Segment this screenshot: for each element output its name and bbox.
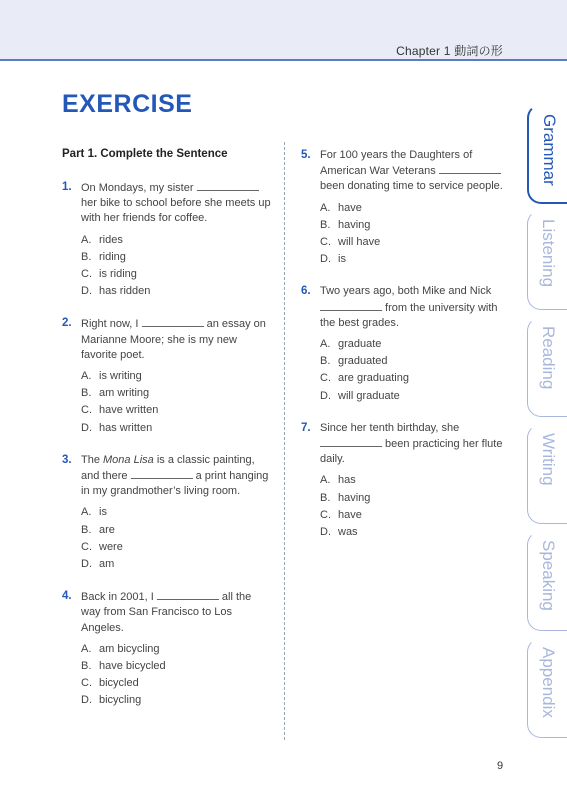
page-number: 9 — [497, 760, 504, 772]
left-column — [62, 148, 272, 726]
choice-item: B. having — [320, 218, 371, 231]
choice-item: A. rides — [81, 233, 123, 246]
answer-blank — [320, 436, 382, 447]
question-text: Two years ago, both Mike and Nick from the university with the best grades. — [320, 285, 498, 329]
question-number: 2. — [62, 317, 72, 330]
chapter-title: Chapter 1 動詞の形 — [396, 44, 503, 58]
choice-item: D. am — [81, 558, 115, 571]
choice-item: A. is — [81, 506, 107, 519]
choice-item: B. am writing — [81, 387, 150, 400]
question-6 — [301, 284, 509, 404]
answer-blank — [142, 316, 204, 327]
choice-list — [81, 504, 272, 573]
choice-item: A. have — [320, 201, 362, 214]
choice-list — [81, 232, 272, 301]
choice-item: D. is — [320, 253, 346, 266]
choice-item: C. have written — [81, 404, 159, 417]
question-number: 5. — [301, 149, 311, 161]
italic-title: Mona Lisa — [103, 453, 154, 466]
tab-listening[interactable] — [527, 210, 567, 310]
choice-item: A. has — [320, 474, 356, 487]
choice-item: B. are — [81, 523, 115, 536]
choice-item: A. is writing — [81, 370, 142, 383]
question-number: 1. — [62, 181, 72, 193]
question-text: Right now, I an essay on Marianne Moore; she is my new favorite poet. — [81, 318, 266, 361]
choice-item: C. have — [320, 508, 362, 521]
tab-speaking[interactable] — [527, 531, 567, 631]
choice-list — [81, 641, 272, 710]
question-7 — [301, 421, 509, 541]
question-number: 3. — [62, 453, 72, 466]
choice-list — [81, 368, 272, 437]
choice-item: B. graduated — [320, 355, 388, 368]
question-text: The Mona Lisa is a classic painting, and there a print hanging in my grandmother’s living room. — [81, 453, 269, 498]
choice-item: A. graduate — [320, 338, 382, 351]
question-text: On Mondays, my sister her bike to school before she meets up with her friends for coffee. — [81, 182, 271, 225]
question-text: Back in 2001, I all the way from San Francisco to Los Angeles. — [81, 591, 252, 634]
question-number: 4. — [62, 590, 72, 603]
answer-blank — [320, 300, 382, 311]
question-text: For 100 years the Daughters of American War Veterans been donating time to service people. — [320, 149, 503, 193]
choice-item: D. has written — [81, 421, 153, 434]
choice-item: B. having — [320, 491, 371, 504]
choice-item: D. was — [320, 526, 358, 539]
header-rule — [0, 59, 567, 61]
choice-item: C. will have — [320, 236, 381, 249]
exercise-title: EXERCISE — [62, 90, 193, 118]
tab-grammar[interactable] — [527, 104, 567, 204]
tab-label: Writing — [539, 433, 558, 486]
choice-item: C. are graduating — [320, 372, 409, 385]
tab-label: Listening — [539, 219, 558, 288]
column-divider — [284, 142, 285, 740]
question-text: Since her tenth birthday, she been practicing her flute daily. — [320, 421, 503, 466]
tab-appendix[interactable] — [527, 638, 567, 738]
question-1 — [62, 180, 272, 300]
choice-list — [320, 336, 509, 405]
tab-label: Speaking — [539, 540, 558, 611]
choice-item: D. bicycling — [81, 694, 142, 707]
tab-reading[interactable] — [527, 317, 567, 417]
tab-writing[interactable] — [527, 424, 567, 524]
question-2 — [62, 316, 272, 436]
choice-item: C. were — [81, 540, 123, 553]
answer-blank — [197, 180, 259, 191]
answer-blank — [157, 589, 219, 600]
choice-list — [320, 472, 509, 541]
tab-label: Grammar — [540, 114, 559, 186]
right-column — [301, 148, 509, 557]
choice-item: C. is riding — [81, 268, 137, 281]
part-heading: Part 1. Complete the Sentence — [62, 148, 228, 160]
question-4 — [62, 589, 272, 709]
choice-item: C. bicycled — [81, 677, 139, 690]
choice-list — [320, 200, 509, 269]
tab-label: Reading — [539, 326, 558, 390]
question-3 — [62, 453, 272, 573]
answer-blank — [131, 468, 193, 479]
question-number: 7. — [301, 421, 311, 434]
choice-item: D. will graduate — [320, 389, 400, 402]
answer-blank — [439, 163, 501, 174]
choice-item: A. am bicycling — [81, 642, 160, 655]
choice-item: D. has ridden — [81, 285, 151, 298]
choice-item: B. have bicycled — [81, 660, 166, 673]
tab-label: Appendix — [539, 647, 558, 718]
choice-item: B. riding — [81, 250, 126, 263]
question-number: 6. — [301, 285, 311, 298]
question-5 — [301, 148, 509, 268]
